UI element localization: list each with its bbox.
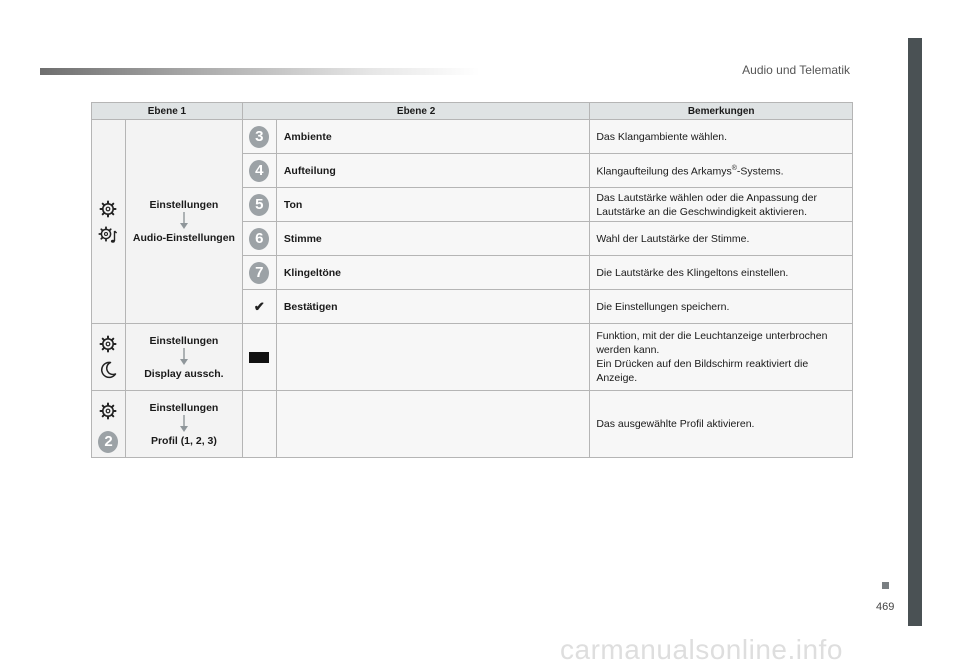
remark-cell (590, 324, 853, 391)
table-row (92, 120, 853, 154)
remark-cell: Wahl der Lautstärke der Stimme. (590, 222, 853, 256)
header-gradient-bar (40, 68, 480, 75)
remark-text: -Systems. (736, 165, 784, 178)
number-cell (242, 290, 276, 324)
option-ton: Ton (276, 188, 589, 222)
remark-cell (590, 154, 853, 188)
black-screen-icon (249, 352, 269, 363)
page-number: 469 (876, 601, 895, 613)
side-rail (908, 38, 922, 626)
level1-label-settings: Einstellungen (149, 199, 219, 211)
level1-display-off (125, 324, 242, 391)
registered-mark: ® (731, 165, 737, 173)
level1-profile (125, 391, 242, 458)
remark-cell: Die Lautstärke des Klingeltons einstellen. (590, 256, 853, 290)
arrow-down-icon (179, 415, 189, 433)
gear-icon (98, 401, 118, 421)
level1-icons-cell (92, 324, 126, 391)
number-badge: 6 (249, 228, 269, 250)
number-badge: 7 (249, 262, 269, 284)
level1-label-audio: Audio-Einstellungen (132, 232, 235, 244)
number-cell (242, 154, 276, 188)
page-header-title: Audio und Telematik (742, 63, 850, 77)
table-row (92, 391, 853, 458)
number-cell (242, 256, 276, 290)
number-badge: 2 (98, 431, 118, 453)
number-cell (242, 222, 276, 256)
option-empty (276, 324, 589, 391)
option-empty (276, 391, 589, 458)
level1-icons-cell (92, 120, 126, 324)
number-cell (242, 188, 276, 222)
checkmark-icon: ✔ (253, 298, 265, 314)
level1-label-settings: Einstellungen (149, 334, 219, 347)
remark-cell: Das Klangambiente wählen. (590, 120, 853, 154)
arrow-down-icon (179, 348, 189, 366)
gear-icon (98, 334, 118, 354)
option-bestaetigen: Bestätigen (276, 290, 589, 324)
number-badge: 3 (249, 126, 269, 148)
header-bemerkungen: Bemerkungen (590, 103, 853, 120)
remark-text: Funktion, mit der die Leuchtanzeige unterbrochen werden kann. (596, 330, 828, 356)
number-cell (242, 324, 276, 391)
number-badge: 4 (249, 160, 269, 182)
table-header-row (92, 103, 853, 120)
settings-table (91, 102, 853, 458)
gear-icon (98, 199, 118, 219)
watermark: carmanualsonline.info (560, 634, 843, 665)
crescent-moon-icon (98, 360, 118, 380)
option-klingeltoene: Klingeltöne (276, 256, 589, 290)
header-ebene-1: Ebene 1 (92, 103, 243, 120)
gear-music-note-icon (98, 225, 118, 245)
number-cell (242, 391, 276, 458)
level1-label-profile: Profil (1, 2, 3) (150, 434, 217, 447)
level1-icons-cell (92, 391, 126, 458)
table-row (92, 324, 853, 391)
level1-audio-settings (125, 120, 242, 324)
remark-cell: Das ausgewählte Profil aktivieren. (590, 391, 853, 458)
option-aufteilung: Aufteilung (276, 154, 589, 188)
number-cell (242, 120, 276, 154)
level1-label-display: Display aussch. (144, 367, 224, 380)
remark-cell: Das Lautstärke wählen oder die Anpassung der Lautstärke an die Geschwindigkeit aktivieren. (590, 188, 853, 222)
level1-label-settings: Einstellungen (149, 401, 219, 414)
remark-text: Klangaufteilung des Arkamys (596, 165, 732, 178)
number-badge: 5 (249, 194, 269, 216)
remark-cell: Die Einstellungen speichern. (590, 290, 853, 324)
option-ambiente: Ambiente (276, 120, 589, 154)
header-ebene-2: Ebene 2 (242, 103, 589, 120)
option-stimme: Stimme (276, 222, 589, 256)
arrow-down-icon (179, 212, 189, 230)
page-marker (882, 582, 889, 589)
remark-text: Ein Drücken auf den Bildschirm reaktiviert die Anzeige. (596, 358, 809, 384)
